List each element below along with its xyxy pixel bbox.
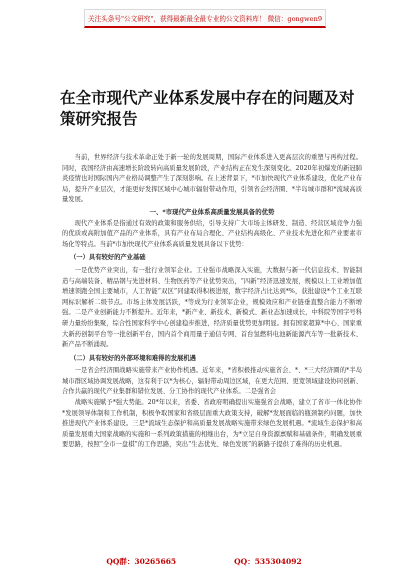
subsection-heading: （二）具有较好的外部环境和难得的发展机遇 (70, 354, 196, 362)
body-paragraph: 现代产业体系是指通过有效的政策和服务供给，引导支持广大市场主体研发、制造、经营区域竞争力强的优质或高附加值产品的产业体系，具有产业布局合理化、产业结构高级化、产业技术先进化和产业要素市场化等特点。当前*市加快现代产业体系高质量发展具备以下优势： (62, 219, 362, 248)
footer-contact (0, 556, 408, 570)
banner-text: 关注头条号"公文研究"，获得最新最全最专业的公文资料库！ 微信：gongwen9 (87, 15, 323, 23)
document-title: 在全市现代产业体系发展中存在的问题及对策研究报告 (60, 89, 355, 128)
document-body (62, 153, 362, 451)
body-paragraph: 战略实施赋予*强大势能。20*年以来，省委、省政府明确提出实施强省会战略，建立了省市一体化协作*发展领导体制和工作机制，积极争取国家和省级层面重大政策支持，破解*发展面临的瓶颈制约问题，加快推进现代产业体系建设。三是*流域生态保护和高质量发展战略实施带来绿色发展机遇。*流域生态保护和高质量发展重大国家战略的实施和一系列政策措施的相继出台，为*立足自身资源禀赋和基础条件，明确发展重要思路，按照“全市一盘棋”的工作思路，突出“生态优先、绿色发展”的新路子提供了难得的历史机遇。 (62, 399, 362, 449)
top-banner (84, 9, 326, 28)
body-paragraph: 当前，世界经济与技术革命正处于新一轮的发展周期，国际产业体系进入更高层次的重塑与再构过程。同时，我国经济由高速增长阶段转向高质量发展阶段，产业结构正在发生深刻变化。2020年初爆发的新冠肺炎疫情也对国际国内产业格局调整产生了深刻影响。在上述背景下，*市加快现代产业体系建设，优化产业布局，提升产业层次，才能更好发挥区域中心城市辐射带动作用，引领省会经济圈、*半岛城市群和*流域高质量发展。 (62, 154, 362, 204)
body-paragraph: 一是省会经济圈战略实施带来产业协作机遇。近年来，*省积极推动实施省会、*、*三大经济圈的*半岛城市群区域协调发展战略，这有利于以*为核心，辐射带动周边区域，在更大范围、更宽领域建设协同创新、合作共赢的现代产业集群和错位发展、分工协作的现代产业体系。二是强省会 (62, 367, 362, 396)
footer-qq-group: QQ群：30265665 (106, 557, 177, 566)
section-heading: 一、*市现代产业体系高质量发展具备的优势 (149, 207, 275, 216)
footer-qq: QQ：535304092 (234, 557, 302, 566)
body-paragraph: 一是优势产业突出，有一批行业领军企业。工业强市战略深入实施，大数据与新一代信息技术、智能制造与高端装备、精品钢与先进材料、生物医药等产业优势突出，“四新”经济迅速发展，规模以上工业增加值增速领跑全国主要城市，人工智能“双区”同建取得积极进展，数字经济占比达到*%，获批建设*个工业互联网标识解析二级节点。市场主体发展活跃，*等成为行业领军企业，规模效应和产业链垂直整合能力不断增强。二是产业创新能力不断提升。近年来，*新产业、新技术、新模式、新业态加速成长，中科院等国字号科研力量纷纷集聚，综合性国家科学中心创建稳步推进，经济质量优势更加明显。拥有国家超算*中心、国家重大新药创制平台等一批创新平台，国内首个商用量子通信专网、首台氢燃料电池新能源汽车等一批新技术、新产品不断涌现。 (62, 266, 362, 349)
subsection-heading: （一）具有较好的产业基础 (70, 254, 146, 262)
